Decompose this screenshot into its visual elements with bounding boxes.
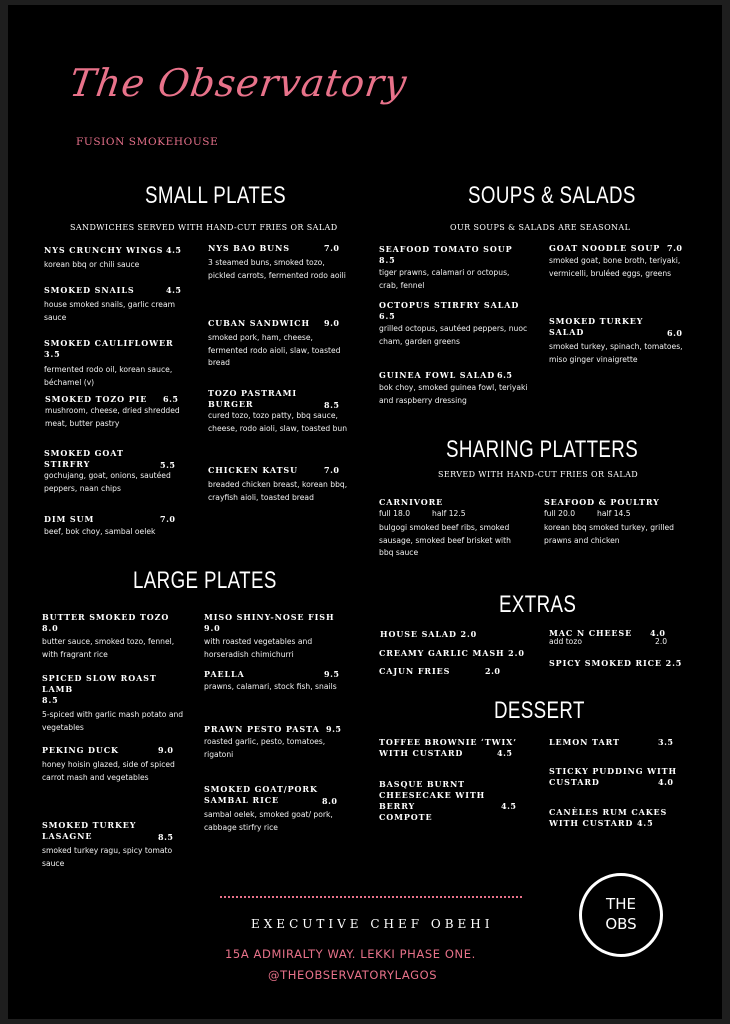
item-description: smoked goat, bone broth, teriyaki, vermicelli, bruléed eggs, greens	[549, 256, 681, 278]
item-name: LEMON TART	[549, 737, 620, 747]
menu-item	[549, 243, 689, 280]
item-description: korean bbq or chili sauce	[44, 260, 140, 269]
menu-item	[204, 784, 344, 834]
item-price: 4.0	[650, 628, 666, 638]
sharing-platters-heading: SHARING PLATTERS	[446, 436, 639, 463]
menu-item	[379, 370, 529, 407]
item-description: cured tozo, tozo patty, bbq sauce, cheese, rodo aioli, slaw, toasted bun	[208, 411, 348, 433]
item-name: CAJUN FRIES	[379, 666, 451, 676]
item-description: bulgogi smoked beef ribs, smoked sausage, smoked beef brisket with bbq sauce	[379, 523, 511, 557]
soups-salads-subtitle: OUR SOUPS & SALADS ARE SEASONAL	[450, 223, 631, 232]
menu-item	[44, 514, 184, 539]
item-price: 4.5	[497, 748, 513, 758]
item-name: SMOKED TOZO PIE	[45, 394, 148, 404]
item-name: SEAFOOD TOMATO SOUP 8.5	[379, 244, 513, 265]
item-price: 6.5	[163, 394, 179, 404]
menu-item	[379, 737, 524, 759]
menu-item	[379, 497, 519, 560]
item-description: smoked turkey, spinach, tomatoes, miso ginger vinaigrette	[549, 342, 683, 364]
menu-item	[208, 243, 348, 282]
item-name: OCTOPUS STIRFRY SALAD 6.5	[379, 300, 520, 321]
item-name: CHICKEN KATSU	[208, 465, 298, 475]
item-description: gochujang, goat, onions, sautéed peppers, naan chips	[44, 471, 171, 493]
item-description: house smoked snails, garlic cream sauce	[44, 300, 176, 322]
item-name: SMOKED TURKEY LASAGNE	[42, 820, 137, 841]
menu-item	[379, 648, 539, 659]
brand-logo-text: The Observatory	[66, 61, 411, 105]
item-name: TOZO PASTRAMI BURGER	[208, 388, 298, 409]
item-description: tiger prawns, calamari or octopus, crab, fennel	[379, 268, 510, 290]
item-price: 4.5	[166, 245, 182, 255]
menu-item	[549, 737, 679, 748]
item-description: fermented rodo oil, korean sauce, béchamel (v)	[44, 365, 173, 387]
executive-chef: EXECUTIVE CHEF OBEHI	[251, 917, 494, 931]
item-description: smoked pork, ham, cheese, fermented rodo aioli, slaw, toasted bread	[208, 333, 341, 367]
menu-item	[44, 448, 184, 495]
item-description: beef, bok choy, sambal oelek	[44, 527, 156, 536]
item-name: NYS BAO BUNS	[208, 243, 290, 253]
menu-item	[44, 338, 189, 389]
soups-salads-heading: SOUPS & SALADS	[468, 182, 636, 209]
menu-item	[45, 394, 185, 430]
item-price: 7.0	[324, 465, 340, 475]
addon-label: add tozo	[549, 637, 582, 646]
item-price: 8.0	[322, 796, 338, 806]
sharing-platters-subtitle: SERVED WITH HAND-CUT FRIES OR SALAD	[438, 470, 639, 479]
item-description: grilled octopus, sautéed peppers, nuoc cham, garden greens	[379, 324, 528, 346]
menu-item	[379, 244, 529, 292]
item-price: 9.0	[158, 745, 174, 755]
menu-item	[42, 612, 187, 661]
item-name: CARNIVORE	[379, 497, 444, 507]
item-price: 9.0	[324, 318, 340, 328]
item-description: breaded chicken breast, korean bbq, crayfish aioli, toasted bread	[208, 480, 348, 502]
item-description: bok choy, smoked guinea fowl, teriyaki and raspberry dressing	[379, 383, 528, 405]
item-description: mushroom, cheese, dried shredded meat, butter pastry	[45, 406, 180, 428]
item-name: BASQUE BURNT CHEESECAKE WITH BERRY COMPOTE	[379, 779, 486, 822]
item-name: PRAWN PESTO PASTA	[204, 724, 320, 734]
large-plates-heading: LARGE PLATES	[133, 567, 277, 594]
item-name: TOFFEE BROWNIE ‘TWIX’ WITH CUSTARD	[379, 737, 517, 758]
obs-logo	[579, 873, 663, 957]
logo-line-2: OBS	[605, 915, 637, 933]
item-name: SEAFOOD & POULTRY	[544, 497, 660, 507]
item-name: GUINEA FOWL SALAD	[379, 370, 496, 380]
item-name: SMOKED TURKEY SALAD	[549, 316, 644, 337]
menu-item	[379, 300, 529, 348]
menu-item	[549, 766, 684, 788]
item-name: GOAT NOODLE SOUP	[549, 243, 661, 253]
item-price: 9.5	[326, 724, 342, 734]
item-price: 2.0	[485, 666, 501, 676]
item-description: korean bbq smoked turkey, grilled prawns and chicken	[544, 523, 674, 545]
addon-price: 2.0	[655, 637, 668, 646]
item-price: 4.5	[166, 285, 182, 295]
item-price: 3.5	[658, 737, 674, 747]
menu-item	[549, 628, 679, 647]
item-description: prawns, calamari, stock fish, snails	[204, 682, 337, 691]
item-name: HOUSE SALAD 2.0	[380, 629, 478, 639]
item-price: 8.5	[158, 832, 174, 842]
menu-item	[379, 666, 519, 677]
menu-item	[42, 745, 182, 784]
logo-line-1: THE	[606, 895, 636, 913]
menu-item	[204, 612, 354, 661]
half-price: half 14.5	[597, 509, 631, 518]
menu-item	[44, 245, 184, 272]
item-name: NYS CRUNCHY WINGS	[44, 245, 164, 255]
menu-item	[208, 388, 350, 435]
item-name: BUTTER SMOKED TOZO 8.0	[42, 612, 170, 633]
half-price: half 12.5	[432, 509, 466, 518]
item-price: 7.0	[324, 243, 340, 253]
menu-item	[204, 724, 344, 761]
item-price: 6.5	[497, 370, 513, 380]
menu-item	[42, 820, 182, 870]
footer-divider	[220, 896, 522, 898]
item-name: SMOKED CAULIFLOWER 3.5	[44, 338, 174, 359]
item-price: 9.5	[324, 669, 340, 679]
item-name: PAELLA	[204, 669, 245, 679]
dessert-heading: DESSERT	[494, 697, 585, 724]
item-price: 7.0	[160, 514, 176, 524]
item-name: CANÈLES RUM CAKES WITH CUSTARD 4.5	[549, 807, 668, 828]
item-description: 5-spiced with garlic mash potato and vegetables	[42, 710, 184, 732]
menu-item	[208, 318, 348, 370]
item-price: 8.5	[324, 400, 340, 410]
menu-item	[549, 658, 689, 669]
menu-item	[208, 465, 348, 504]
menu-item	[549, 316, 689, 366]
item-name: SMOKED GOAT STIRFRY	[44, 448, 124, 469]
item-price: 4.5	[501, 801, 517, 811]
menu-page	[8, 5, 722, 1019]
item-name: SPICY SMOKED RICE 2.5	[549, 658, 683, 668]
menu-item	[549, 807, 689, 829]
menu-item	[42, 673, 187, 734]
item-description: 3 steamed buns, smoked tozo, pickled carrots, fermented rodo aoili	[208, 258, 346, 280]
extras-heading: EXTRAS	[499, 591, 577, 618]
item-description: honey hoisin glazed, side of spiced carrot mash and vegetables	[42, 760, 175, 782]
item-name: STICKY PUDDING WITH CUSTARD	[549, 766, 677, 787]
full-price: full 20.0	[544, 509, 576, 518]
small-plates-heading: SMALL PLATES	[145, 182, 286, 209]
item-description: smoked turkey ragu, spicy tomato sauce	[42, 846, 173, 868]
social-handle: @THEOBSERVATORYLAGOS	[268, 968, 438, 982]
menu-item	[380, 629, 530, 640]
item-name: SPICED SLOW ROAST LAMB 8.5	[42, 673, 157, 705]
item-description: with roasted vegetables and horseradish chimichurri	[204, 637, 313, 659]
item-name: DIM SUM	[44, 514, 95, 524]
item-name: CUBAN SANDWICH	[208, 318, 310, 328]
menu-item	[379, 779, 524, 823]
item-name: PEKING DUCK	[42, 745, 119, 755]
item-name: SMOKED SNAILS	[44, 285, 135, 295]
item-name: CREAMY GARLIC MASH 2.0	[379, 648, 525, 658]
menu-item	[544, 497, 684, 547]
item-description: roasted garlic, pesto, tomatoes, rigatoni	[204, 737, 326, 759]
item-price: 5.5	[160, 460, 176, 470]
item-name: MISO SHINY-NOSE FISH 9.0	[204, 612, 335, 633]
address: 15A ADMIRALTY WAY. LEKKI PHASE ONE.	[225, 947, 476, 961]
item-name: SMOKED GOAT/PORK SAMBAL RICE	[204, 784, 318, 805]
item-description: butter sauce, smoked tozo, fennel, with fragrant rice	[42, 637, 175, 659]
brand-tagline: FUSION SMOKEHOUSE	[76, 136, 219, 148]
small-plates-subtitle: SANDWICHES SERVED WITH HAND-CUT FRIES OR SALAD	[70, 223, 338, 232]
menu-item	[204, 669, 344, 694]
item-price: 6.0	[667, 328, 683, 338]
item-description: sambal oelek, smoked goat/ pork, cabbage stirfry rice	[204, 810, 333, 832]
item-name: MAC N CHEESE	[549, 628, 633, 638]
full-price: full 18.0	[379, 509, 411, 518]
item-price: 7.0	[667, 243, 683, 253]
item-price: 4.0	[658, 777, 674, 787]
menu-item	[44, 285, 184, 324]
